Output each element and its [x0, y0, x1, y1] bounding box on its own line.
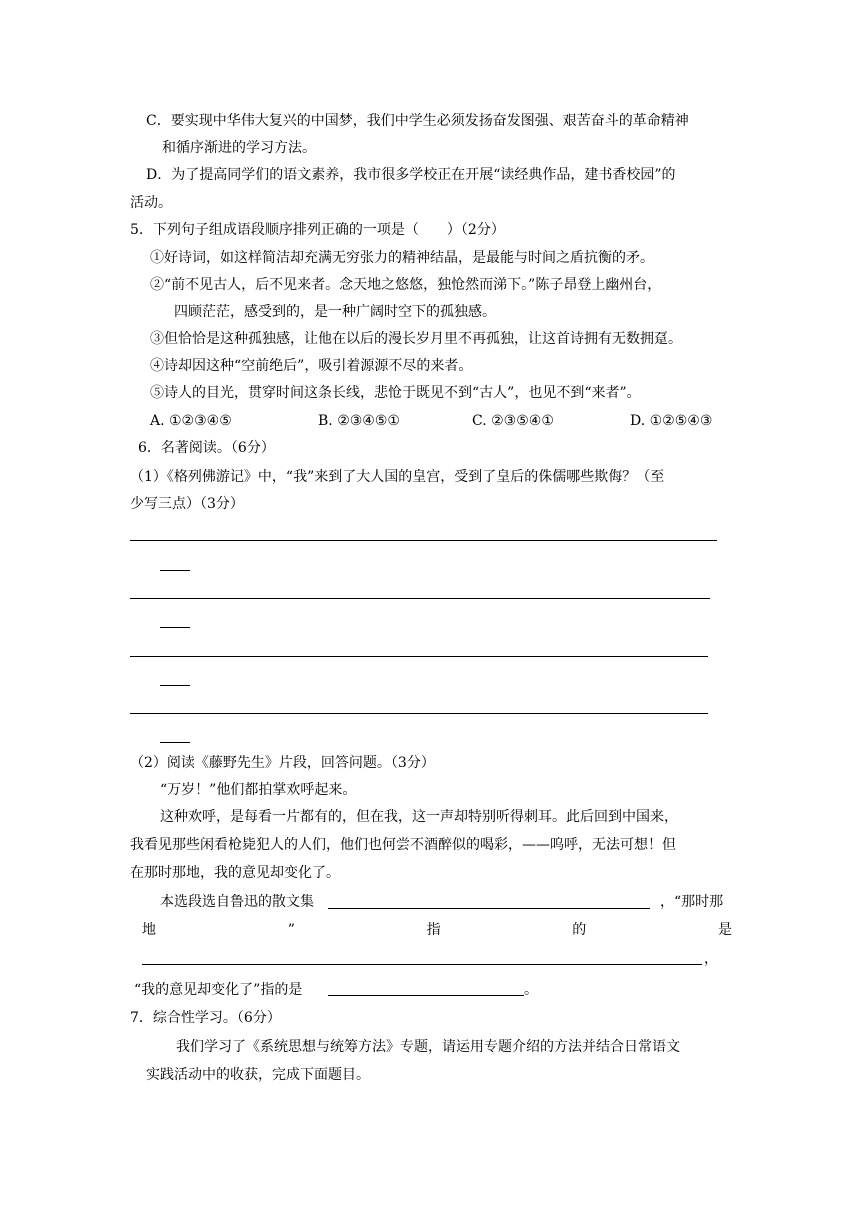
answer-line-3[interactable]: [130, 656, 708, 657]
fill-line2: [142, 923, 732, 937]
q5-sentence-4: ④诗却因这种“空前绝后”，吸引着源源不尽的来者。: [150, 358, 473, 374]
answer-line-1-tail: [160, 570, 190, 571]
fill-line2-word-3: 指: [426, 922, 441, 938]
fill-line3-suffix: ，: [704, 951, 718, 967]
q5-option-d: D. ①②⑤④③: [630, 413, 713, 429]
q6-title: 6．名著阅读。（6分）: [138, 440, 275, 456]
q7-intro-line1: 我们学习了《系统思想与统筹方法》专题，请运用专题介绍的方法并结合日常语文: [176, 1039, 680, 1055]
q5-option-a: A. ①②③④⑤: [150, 413, 232, 429]
q5-option-c: C. ②③⑤④①: [472, 413, 554, 429]
q5-sentence-2a: ②“前不见古人，后不见来者。念天地之悠悠，独怆然而涕下。”陈子昂登上幽州台，: [150, 277, 662, 293]
fill-line1-suffix: ，“那时那: [660, 894, 724, 910]
q5-sentence-3: ③但恰恰是这种孤独感，让他在以后的漫长岁月里不再孤独，让这首诗拥有无数拥趸。: [150, 331, 682, 347]
answer-line-3-tail: [160, 685, 190, 686]
q4-option-c-line2: 和循序渐进的学习方法。: [162, 140, 316, 156]
blank-that-time-place[interactable]: [142, 964, 702, 965]
q6-part2-title: （2）阅读《藤野先生》片段，回答问题。（3分）: [130, 755, 435, 771]
fill-line4-prefix: “我的意见却变化了”指的是: [134, 982, 303, 998]
q5-sentence-2b: 四顾茫茫，感受到的，是一种广阔时空下的孤独感。: [174, 304, 496, 320]
q7-title: 7．综合性学习。（6分）: [130, 1010, 281, 1026]
fill-line1-prefix: 本选段选自鲁迅的散文集: [160, 894, 314, 910]
q6-part1-line2: 少写三点）（3分）: [130, 496, 244, 512]
q4-option-c-line1: C．要实现中华伟大复兴的中国梦，我们中学生必须发扬奋发图强、艰苦奋斗的革命精神: [146, 113, 689, 129]
answer-line-1[interactable]: [130, 540, 717, 541]
fill-line2-word-1: 地: [142, 922, 156, 938]
answer-line-2[interactable]: [130, 598, 710, 599]
answer-line-2-tail: [160, 627, 190, 628]
excerpt-line-1: “万岁！”他们都拍掌欢呼起来。: [160, 782, 357, 798]
fill-line2-word-5: 是: [717, 922, 732, 938]
fill-line2-word-2: ”: [287, 922, 295, 938]
excerpt-line-2: 这种欢呼，是每看一片都有的，但在我，这一声却特别听得刺耳。此后回到中国来，: [160, 809, 678, 825]
q4-option-d-line2: 活动。: [130, 195, 172, 211]
q5-sentence-5: ⑤诗人的目光，贯穿时间这条长线，悲怆于既见不到“古人”，也见不到“来者”。: [150, 385, 641, 401]
q5-sentence-1: ①好诗词，如这样简洁却充满无穷张力的精神结晶，是最能与时间之盾抗衡的矛。: [150, 250, 654, 266]
excerpt-line-4: 在那时那地，我的意见却变化了。: [130, 865, 340, 881]
answer-line-4[interactable]: [130, 713, 708, 714]
q5-option-b: B. ②③④⑤①: [318, 413, 400, 429]
q4-option-d-line1: D．为了提高同学们的语文素养，我市很多学校正在开展“读经典作品，建书香校园”的: [146, 167, 676, 183]
excerpt-line-3: 我看见那些闲看枪毙犯人的人们，他们也何尝不酒醉似的喝彩，——呜呼，无法可想！但: [130, 837, 676, 853]
blank-essay-collection[interactable]: [328, 908, 650, 909]
blank-opinion-change[interactable]: [328, 995, 524, 996]
answer-line-4-tail: [160, 742, 190, 743]
fill-line2-word-4: 的: [572, 922, 587, 938]
q6-part1-line1: （1）《格列佛游记》中，“我”来到了大人国的皇宫，受到了皇后的侏儒哪些欺侮？（至: [130, 469, 665, 485]
q5-stem: 5．下列句子组成语段顺序排列正确的一项是（ ）（2分）: [130, 222, 505, 238]
q7-intro-line2: 实践活动中的收获，完成下面题目。: [146, 1067, 370, 1083]
fill-line4-suffix: 。: [524, 982, 538, 998]
